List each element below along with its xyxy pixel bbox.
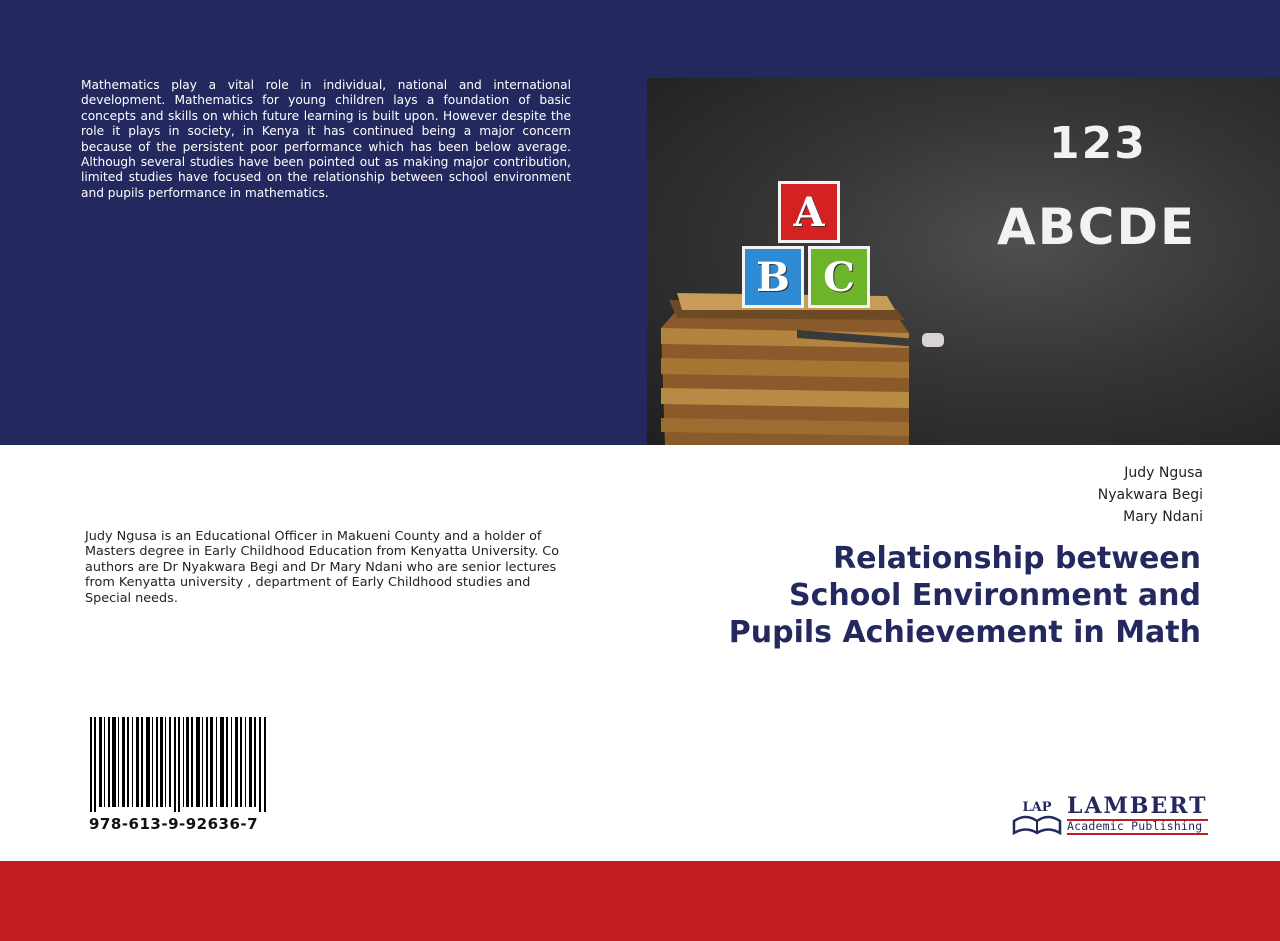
- isbn-number: 978-613-9-92636-7: [89, 815, 259, 833]
- chalk-numbers: 123: [1049, 118, 1147, 169]
- book-title: Relationship between School Environment and Pupils Achievement in Math: [728, 541, 1201, 650]
- letter-block-c: C: [808, 246, 870, 308]
- barcode: [90, 717, 270, 812]
- lap-logo-text: LAP: [1022, 800, 1052, 815]
- lap-book-icon: [1010, 791, 1064, 837]
- letter-block-b: B: [742, 246, 804, 308]
- publisher-subtitle: Academic Publishing: [1067, 819, 1203, 833]
- author-name: Judy Ngusa: [1124, 465, 1203, 481]
- back-cover-blurb: Mathematics play a vital role in individual, national and international development. Mathematics for young children lays a foundation of basic concepts and skills on which future learning is built upon. However despite the role it plays in society, in Kenya it has continued being a major concern because of the persistent poor performance which has been below average. Although several studies have been pointed out as making major contribution, limited studies have focused on the relationship between school environment and pupils performance in mathematics.: [81, 78, 571, 200]
- chalk-letters: ABCDE: [997, 198, 1197, 256]
- cover-photo: [647, 78, 1280, 445]
- letter-block-a: A: [778, 181, 840, 243]
- author-name: Mary Ndani: [1123, 509, 1203, 525]
- bottom-red-band: [0, 861, 1280, 941]
- author-bio: Judy Ngusa is an Educational Officer in Makueni County and a holder of Masters degree in Early Childhood Education from Kenyatta University. Co authors are Dr Nyakwara Begi and Dr Mary Ndani who are senior lectures from Kenyatta university , department of Early Childhood studies and Special needs.: [85, 529, 560, 606]
- publisher-name: LAMBERT: [1067, 793, 1208, 819]
- author-name: Nyakwara Begi: [1097, 487, 1203, 503]
- publisher-logo: [1010, 791, 1210, 837]
- author-list: [1098, 462, 1203, 528]
- publisher-rule: [1067, 833, 1208, 835]
